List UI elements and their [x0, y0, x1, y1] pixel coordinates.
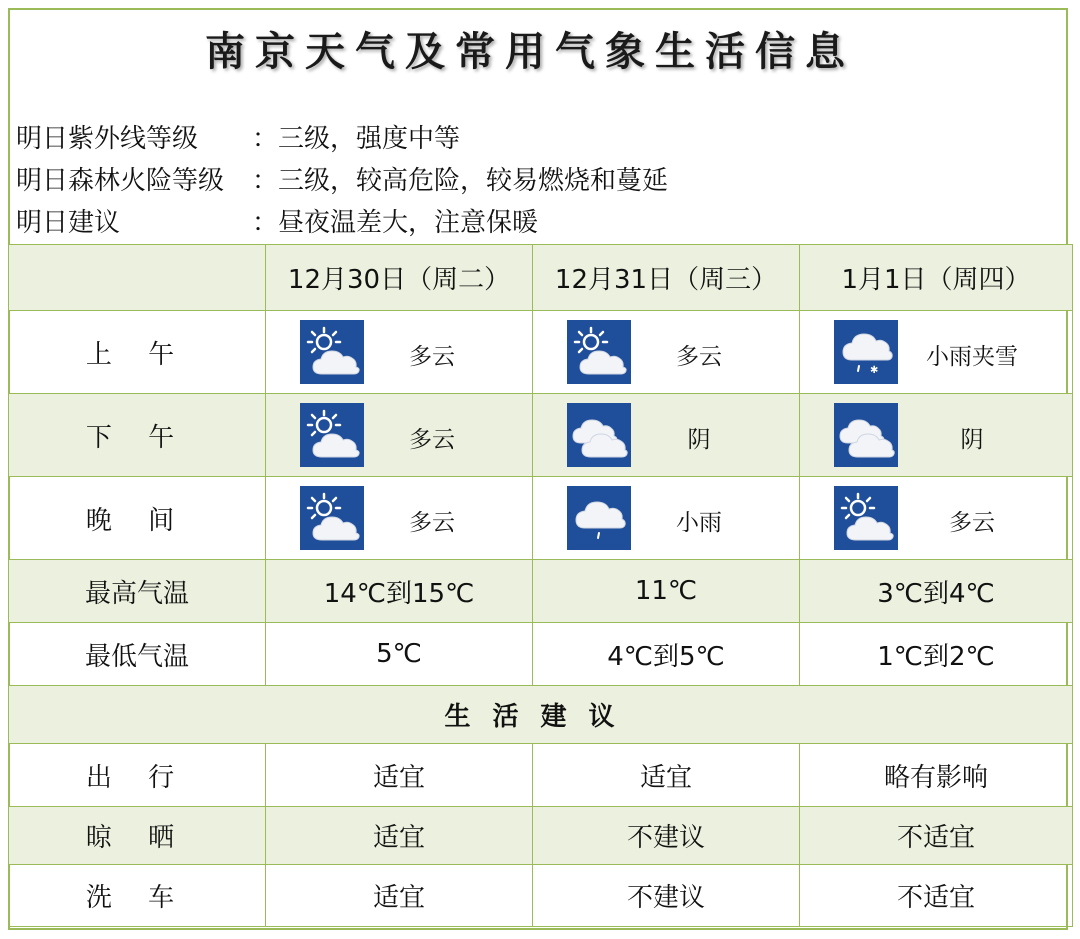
weather-text: 多云 — [409, 427, 455, 453]
svg-text:✱: ✱ — [870, 365, 879, 376]
period-label: 晚 间 — [9, 477, 266, 560]
info-separator: ： — [252, 166, 279, 196]
light-rain-icon — [567, 486, 631, 550]
weather-cell — [800, 311, 1073, 394]
advice-value: 适宜 — [266, 865, 533, 927]
weather-text: 阴 — [960, 427, 984, 453]
weather-cell-inner — [533, 394, 799, 476]
weather-cell-inner — [266, 394, 532, 476]
high-temp-label: 最高气温 — [9, 560, 266, 623]
partly-cloudy-icon — [300, 486, 364, 550]
low-temp-value: 1℃到2℃ — [800, 623, 1073, 686]
high-temp-value: 11℃ — [533, 560, 800, 623]
partly-cloudy-icon — [834, 486, 898, 550]
weather-text: 多云 — [409, 510, 455, 536]
advice-line — [16, 202, 538, 239]
weather-cell-inner — [533, 311, 799, 393]
low-temp-value: 5℃ — [266, 623, 533, 686]
low-temp-value: 4℃到5℃ — [533, 623, 800, 686]
weather-text: 多云 — [409, 344, 455, 370]
table-row — [9, 865, 1073, 927]
period-label: 上 午 — [9, 311, 266, 394]
weather-cell-inner — [266, 311, 532, 393]
weather-cell-inner — [533, 477, 799, 559]
page-title: 南京天气及常用气象生活信息 — [205, 28, 855, 75]
info-key: 明日建议 — [16, 208, 121, 238]
header-empty-cell — [9, 245, 266, 311]
advice-value: 适宜 — [533, 744, 800, 807]
table-row — [9, 744, 1073, 807]
weather-cell-inner — [800, 477, 1072, 559]
advice-value: 不建议 — [533, 807, 800, 865]
weather-cell-inner — [800, 394, 1072, 476]
weather-cell — [266, 394, 533, 477]
uv-level-line — [16, 118, 460, 155]
table-row — [9, 560, 1073, 623]
day-header: 12月31日（周三） — [533, 245, 800, 311]
partly-cloudy-icon — [567, 320, 631, 384]
weather-cell-inner — [266, 477, 532, 559]
table-row — [9, 477, 1073, 560]
partly-cloudy-icon — [300, 320, 364, 384]
info-value: 三级，较高危险，较易燃烧和蔓延 — [278, 166, 669, 196]
advice-value: 不适宜 — [800, 865, 1073, 927]
fire-risk-line — [16, 160, 668, 197]
info-separator: ： — [252, 208, 279, 238]
info-value: 三级，强度中等 — [278, 124, 461, 154]
low-temp-label: 最低气温 — [9, 623, 266, 686]
advice-label: 洗 车 — [9, 865, 266, 927]
weather-cell — [800, 394, 1073, 477]
overcast-icon — [567, 403, 631, 467]
weather-text: 小雨 — [676, 510, 722, 536]
info-value: 昼夜温差大，注意保暖 — [278, 208, 539, 238]
table-row — [9, 623, 1073, 686]
weather-text: 小雨夹雪 — [926, 344, 1018, 370]
table-row — [9, 807, 1073, 865]
day-header: 12月30日（周二） — [266, 245, 533, 311]
period-label: 下 午 — [9, 394, 266, 477]
sleet-icon — [834, 320, 898, 384]
advice-value: 不适宜 — [800, 807, 1073, 865]
table-header-row — [9, 245, 1073, 311]
advice-value: 不建议 — [533, 865, 800, 927]
weather-cell — [800, 477, 1073, 560]
section-header-row — [9, 686, 1073, 744]
info-key: 明日紫外线等级 — [16, 124, 199, 154]
advice-label: 晾 晒 — [9, 807, 266, 865]
table-row — [9, 394, 1073, 477]
info-key: 明日森林火险等级 — [16, 166, 225, 196]
section-title: 生活建议 — [9, 686, 1073, 744]
advice-label: 出 行 — [9, 744, 266, 807]
weather-table — [8, 244, 1073, 927]
weather-cell — [266, 477, 533, 560]
weather-text: 多云 — [676, 344, 722, 370]
advice-value: 适宜 — [266, 807, 533, 865]
day-header: 1月1日（周四） — [800, 245, 1073, 311]
weather-cell — [266, 311, 533, 394]
weather-cell — [533, 477, 800, 560]
weather-text: 多云 — [949, 510, 995, 536]
high-temp-value: 14℃到15℃ — [266, 560, 533, 623]
weather-cell-inner — [800, 311, 1072, 393]
weather-cell — [533, 311, 800, 394]
info-separator: ： — [252, 124, 279, 154]
advice-value: 略有影响 — [800, 744, 1073, 807]
partly-cloudy-icon — [300, 403, 364, 467]
weather-text: 阴 — [687, 427, 711, 453]
high-temp-value: 3℃到4℃ — [800, 560, 1073, 623]
table-row — [9, 311, 1073, 394]
overcast-icon — [834, 403, 898, 467]
weather-cell — [533, 394, 800, 477]
advice-value: 适宜 — [266, 744, 533, 807]
